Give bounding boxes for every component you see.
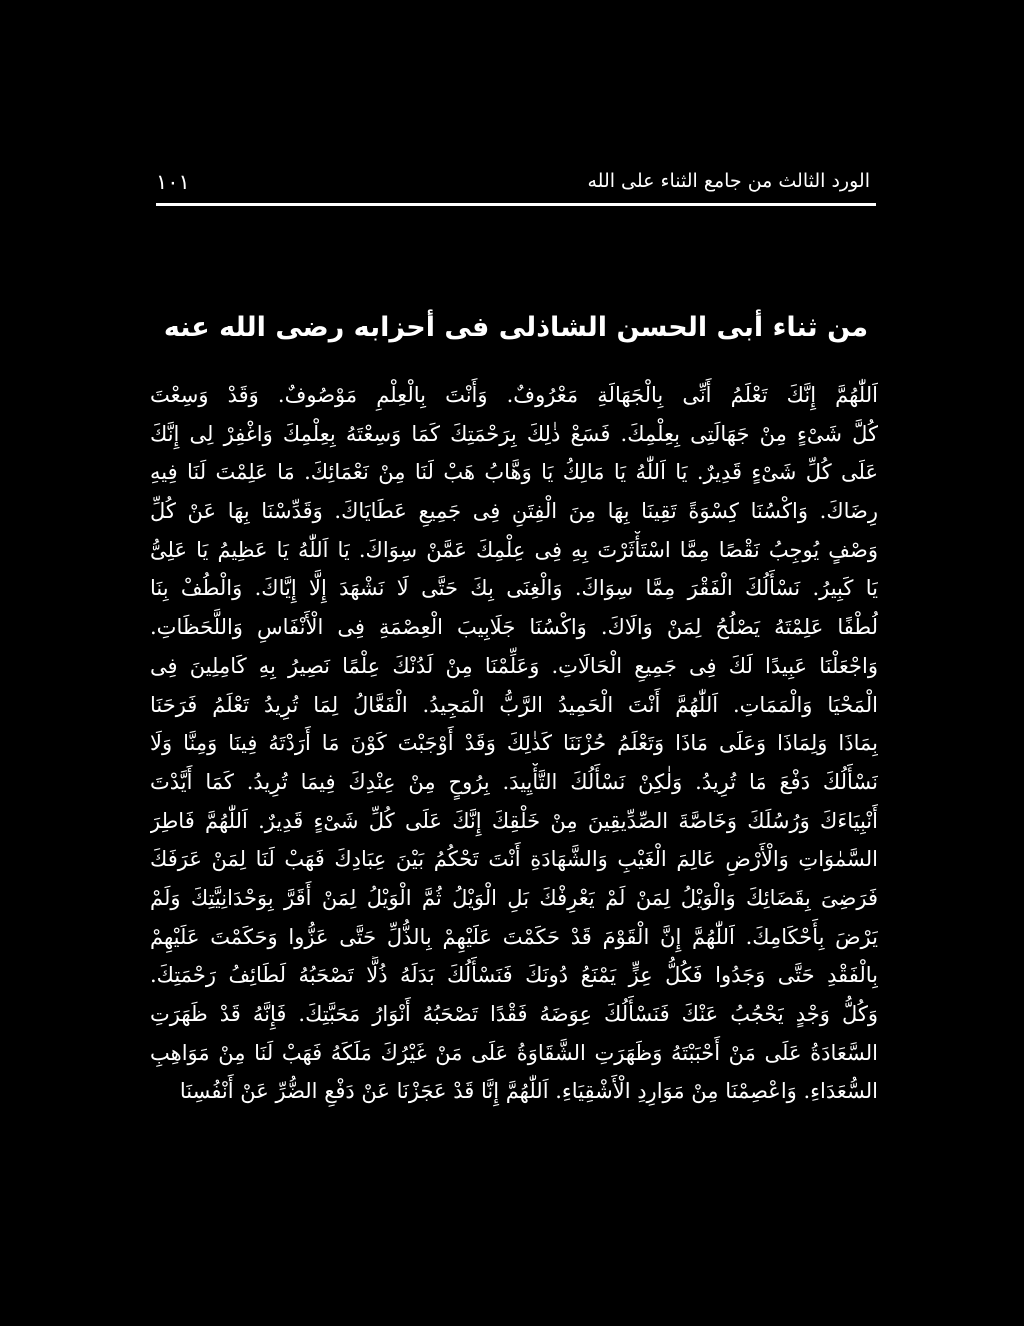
page-number: ١٠١ xyxy=(156,170,190,194)
text-line: رِضَاكَ. وَاكْسُنَا كِسْوَةً تَقِينَا بِهَا مِنَ الْفِتَنِ فِى جَمِيعِ عَطَايَاكَ. وَقَدِّسْنَا بِهَا عَنْ كُلِّ xyxy=(150,499,878,524)
section-heading: من ثناء أبى الحسن الشاذلى فى أحزابه رضى الله عنه xyxy=(163,312,869,344)
text-line: لُطْفًا عَلِمْتَهُ يَصْلُحُ لِمَنْ وَالَاكَ. وَاكْسُنَا جَلَابِيبَ الْعِصْمَةِ فِى الْأَنْفَاسِ وَاللَّحَظَاتِ. xyxy=(150,615,878,640)
text-line: وَكُلُّ وَجْدٍ يَحْجُبُ عَنْكَ فَنَسْأَلُكَ عِوَضَهُ فَقْدًا تَصْحَبُهُ أَنْوَارُ مَحَبَّتِكَ. فَإِنَّهُ قَدْ ظَهَرَتِ xyxy=(150,1002,878,1026)
running-header xyxy=(156,168,876,202)
text-line: بِمَاذَا وَلِمَاذَا وَعَلَى مَاذَا وَتَعْلَمُ حُزْنَنَا كَذٰلِكَ وَقَدْ أَوْجَبْتَ كَوْنَ مَا أَرَدْتَهُ فِينَا وَمِنَّا وَلَا xyxy=(150,731,878,756)
text-line: وَصْفٍ يُوجِبُ نَقْصًا مِمَّا اسْتَأْثَرْتَ بِهِ فِى عِلْمِكَ عَمَّنْ سِوَاكَ. يَا اَللّٰهُ يَا عَظِيمُ يَا عَلِىُّ xyxy=(150,537,878,562)
text-line: نَسْأَلُكَ دَفْعَ مَا تُرِيدُ. وَلٰكِنْ نَسْأَلُكَ التَّأْيِيدَ. بِرُوحٍ مِنْ عِنْدِكَ فِيمَا تُرِيدُ. كَمَا أَيَّدْتَ xyxy=(150,769,878,794)
text-line: السُّعَدَاءِ. وَاعْصِمْنَا مِنْ مَوَارِدِ الْأَشْقِيَاءِ. اَللّٰهُمَّ إِنَّا قَدْ عَجَزْنَا عَنْ دَفْعِ الضُّرِّ عَنْ أَنْفُسِنَا xyxy=(179,1079,878,1104)
text-line: الْمَحْيَا وَالْمَمَاتِ. اَللّٰهُمَّ أَنْتَ الْحَمِيدُ الرَّبُّ الْمَجِيدُ. الْفَعَّالُ لِمَا تُرِيدُ تَعْلَمُ فَرَحَنَا xyxy=(150,692,878,717)
prayer-text xyxy=(150,376,878,1111)
header-divider xyxy=(156,203,876,206)
running-header-title: الورد الثالث من جامع الثناء على الله xyxy=(587,170,870,192)
text-line: وَاجْعَلْنَا عَبِيدًا لَكَ فِى جَمِيعِ الْحَالَاتِ. وَعَلِّمْنَا مِنْ لَدُنْكَ عِلْمًا نَصِيرُ بِهِ كَامِلِينَ فِى xyxy=(150,653,878,678)
text-line: كُلَّ شَىْءٍ مِنْ جَهَالَتِى بِعِلْمِكَ. فَسَعْ ذٰلِكَ بِرَحْمَتِكَ كَمَا وَسِعْتَهُ بِعِلْمِكَ وَاغْفِرْ لِى إِنَّكَ xyxy=(150,421,878,446)
text-line: يَا كَبِيرُ. نَسْأَلُكَ الْفَقْرَ مِمَّا سِوَاكَ. وَالْغِنَى بِكَ حَتَّى لَا نَشْهَدَ إِلَّا إِيَّاكَ. وَالْطُفْ بِنَا xyxy=(150,576,878,601)
text-line: أَنْبِيَاءَكَ وَرُسُلَكَ وَخَاصَّةَ الصِّدِّيقِينَ مِنْ خَلْقِكَ إِنَّكَ عَلَى كُلِّ شَىْءٍ قَدِيرٌ. اَللّٰهُمَّ فَاطِرَ xyxy=(150,808,878,833)
text-line: السَّمٰوَاتِ وَالْأَرْضِ عَالِمَ الْغَيْبِ وَالشَّهَادَةِ أَنْتَ تَحْكُمُ بَيْنَ عِبَادِكَ فَهَبْ لَنَا لِمَنْ عَرَفَكَ xyxy=(150,847,878,872)
text-line: فَرَضِىَ بِقَضَائِكَ وَالْوَيْلُ لِمَنْ لَمْ يَعْرِفْكَ بَلِ الْوَيْلُ ثُمَّ الْوَيْلُ لِمَنْ أَقَرَّ بِوَحْدَانِيَّتِكَ وَلَمْ xyxy=(150,885,878,910)
text-line: عَلَى كُلِّ شَىْءٍ قَدِيرٌ. يَا اَللّٰهُ يَا مَالِكُ يَا وَهَّابُ هَبْ لَنَا مِنْ نَعْمَائِكَ. مَا عَلِمْتَ لَنَا فِيهِ xyxy=(150,460,878,485)
text-line: السَّعَادَةُ عَلَى مَنْ أَحْبَبْتَهُ وَظَهَرَتِ الشَّقَاوَةُ عَلَى مَنْ غَيْرُكَ مَلَكَهُ فَهَبْ لَنَا مِنْ مَوَاهِبِ xyxy=(150,1040,878,1065)
text-line: اَللّٰهُمَّ إِنَّكَ تَعْلَمُ أَنِّى بِالْجَهَالَةِ مَعْرُوفٌ. وَأَنْتَ بِالْعِلْمِ مَوْصُوفٌ. وَقَدْ وَسِعْتَ xyxy=(150,383,878,407)
text-line: بِالْفَقْدِ حَتَّى وَجَدُوا فَكُلُّ عِزٍّ يَمْنَعُ دُونَكَ فَنَسْأَلُكَ بَدَلَهُ ذُلًّا تَصْحَبُهُ لَطَائِفُ رَحْمَتِكَ. xyxy=(150,963,878,988)
text-line: يَرْضَ بِأَحْكَامِكَ. اَللّٰهُمَّ إِنَّ الْقَوْمَ قَدْ حَكَمْتَ عَلَيْهِمْ بِالذُّلِّ حَتَّى عَزُّوا وَحَكَمْتَ عَلَيْهِمْ xyxy=(150,924,878,949)
